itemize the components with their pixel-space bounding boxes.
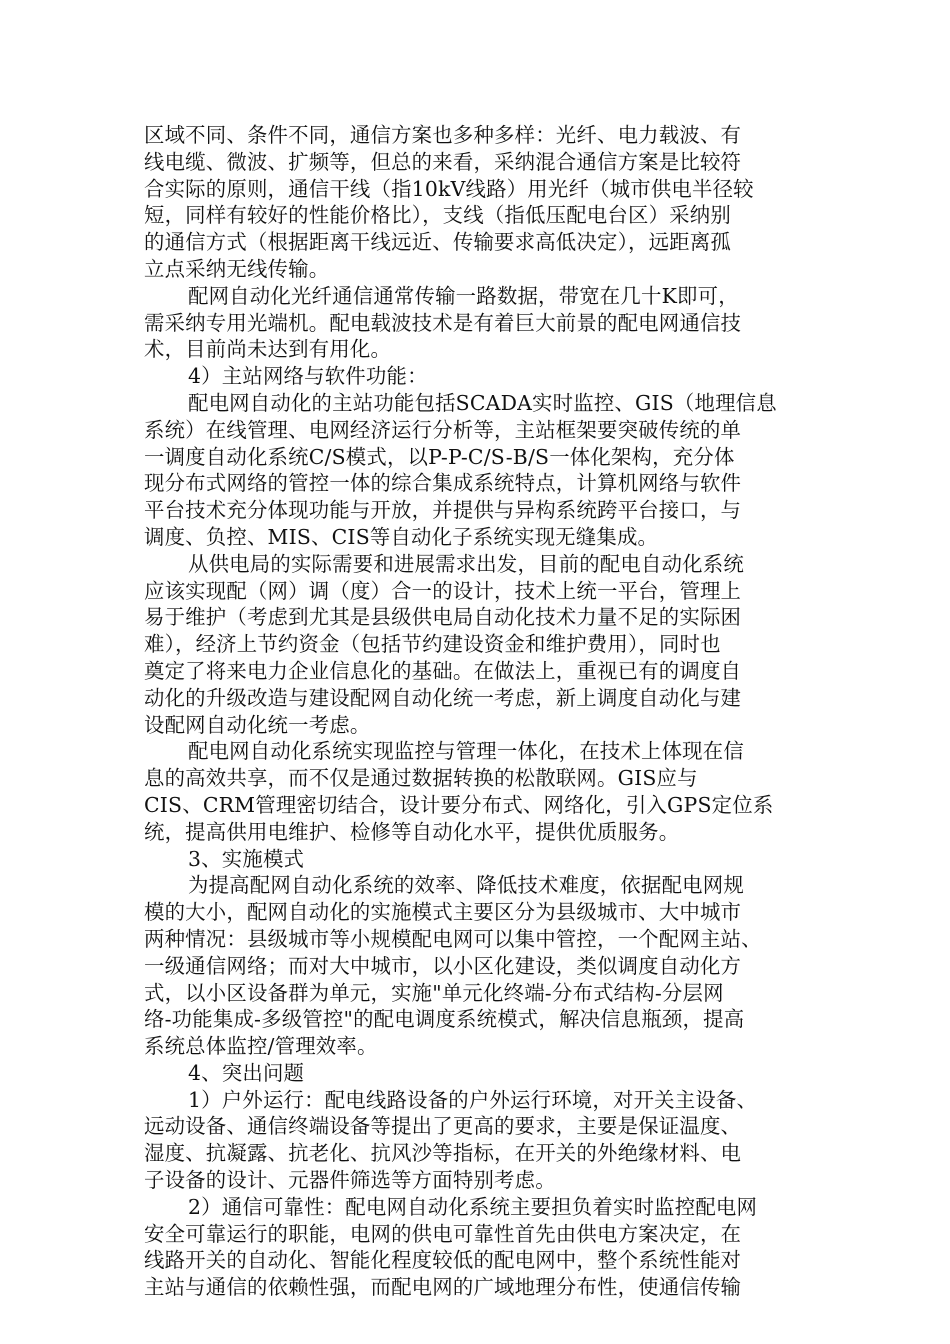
- text-line: 线路开关的自动化、智能化程度较低的配电网中，整个系统性能对: [144, 1248, 742, 1273]
- text-line: 式，以小区设备群为单元，实施"单元化终端-分布式结构-分层网: [144, 980, 724, 1005]
- text-line: 短，同样有较好的性能价格比），支线（指低压配电台区）采纳别: [144, 203, 731, 228]
- text-line: 主站与通信的依赖性强，而配电网的广域地理分布性，使通信传输: [144, 1275, 742, 1300]
- document-page: [144, 122, 808, 1301]
- text-line: 线电缆、微波、扩频等，但总的来看，采纳混合通信方案是比较符: [144, 149, 742, 174]
- text-line: 3、实施模式: [188, 846, 305, 871]
- text-line: 平台技术充分体现功能与开放，并提供与异构系统跨平台接口，与: [144, 498, 742, 523]
- text-line: 配网自动化光纤通信通常传输一路数据，带宽在几十K即可，: [188, 283, 739, 308]
- text-line: 设配网自动化统一考虑。: [144, 712, 371, 737]
- text-line: 需采纳专用光端机。配电载波技术是有着巨大前景的配电网通信技: [144, 310, 742, 335]
- paragraph-monitoring-management: [144, 738, 808, 845]
- text-line: 4）主站网络与软件功能：: [188, 364, 428, 389]
- text-line: 一调度自动化系统C/S模式，以P-P-C/S-B/S一体化架构，充分体: [144, 444, 735, 469]
- text-line: 2）通信可靠性：配电网自动化系统主要担负着实时监控配电网: [188, 1194, 758, 1219]
- paragraph-dispatch-integration: [144, 551, 808, 739]
- text-line: 应该实现配（网）调（度）合一的设计，技术上统一平台，管理上: [144, 578, 742, 603]
- text-line: 系统）在线管理、电网经济运行分析等，主站框架要突破传统的单: [144, 417, 742, 442]
- text-line: 一级通信网络；而对大中城市，以小区化建设，类似调度自动化方: [144, 953, 742, 978]
- text-line: 配电网自动化的主站功能包括SCADA实时监控、GIS（地理信息: [188, 390, 777, 415]
- text-line: 络-功能集成-多级管控"的配电调度系统模式，解决信息瓶颈，提高: [144, 1007, 745, 1032]
- text-line: 为提高配网自动化系统的效率、降低技术难度，依据配电网规: [188, 873, 744, 898]
- text-line: 统，提高供用电维护、检修等自动化水平，提供优质服务。: [144, 819, 680, 844]
- text-line: 4、突出问题: [188, 1060, 305, 1085]
- text-line: 1）户外运行：配电线路设备的户外运行环境，对开关主设备、: [188, 1087, 758, 1112]
- text-line: 的通信方式（根据距离干线远近、传输要求高低决定），远距离孤: [144, 230, 731, 255]
- paragraph-master-station-functions: [144, 390, 808, 551]
- section-heading-implementation-mode: [144, 846, 808, 873]
- section-heading-key-issues: [144, 1060, 808, 1087]
- text-line: 区域不同、条件不同，通信方案也多种多样：光纤、电力载波、有: [144, 123, 742, 147]
- text-line: 子设备的设计、元器件筛选等方面特别考虑。: [144, 1168, 556, 1193]
- text-line: 配电网自动化系统实现监控与管理一体化，在技术上体现在信: [188, 739, 744, 764]
- text-line: 息的高效共享，而不仅是通过数据转换的松散联网。GIS应与: [144, 766, 698, 791]
- text-line: 现分布式网络的管控一体的综合集成系统特点，计算机网络与软件: [144, 471, 742, 496]
- text-line: 模的大小，配网自动化的实施模式主要区分为县级城市、大中城市: [144, 900, 742, 925]
- paragraph-implementation-mode: [144, 872, 808, 1060]
- text-line: 安全可靠运行的职能，电网的供电可靠性首先由供电方案决定，在: [144, 1221, 742, 1246]
- text-line: 湿度、抗凝露、抗老化、抗风沙等指标，在开关的外绝缘材料、电: [144, 1141, 742, 1166]
- text-line: 难），经济上节约资金（包括节约建设资金和维护费用），同时也: [144, 632, 721, 657]
- paragraph-communication-reliability: [144, 1194, 808, 1301]
- text-line: 易于维护（考虑到尤其是县级供电局自动化技术力量不足的实际困: [144, 605, 742, 630]
- text-line: 动化的升级改造与建设配网自动化统一考虑，新上调度自动化与建: [144, 685, 742, 710]
- text-line: CIS、CRM管理密切结合，设计要分布式、网络化，引入GPS定位系: [144, 792, 774, 817]
- text-line: 合实际的原则，通信干线（指10kV线路）用光纤（城市供电半径较: [144, 176, 754, 201]
- text-line: 从供电局的实际需要和进展需求出发，目前的配电自动化系统: [188, 551, 744, 576]
- text-line: 远动设备、通信终端设备等提出了更高的要求，主要是保证温度、: [144, 1114, 742, 1139]
- paragraph-communication-schemes: [144, 122, 808, 283]
- text-line: 术，目前尚未达到有用化。: [144, 337, 392, 362]
- text-line: 两种情况：县级城市等小规模配电网可以集中管控，一个配网主站、: [144, 926, 762, 951]
- paragraph-outdoor-operation: [144, 1087, 808, 1194]
- text-line: 系统总体监控/管理效率。: [144, 1034, 378, 1059]
- paragraph-fiber-communication: [144, 283, 808, 363]
- text-line: 奠定了将来电力企业信息化的基础。在做法上，重视已有的调度自: [144, 658, 742, 683]
- text-line: 立点采纳无线传输。: [144, 256, 330, 281]
- subheading-master-station: [144, 363, 808, 390]
- text-line: 调度、负控、MIS、CIS等自动化子系统实现无缝集成。: [144, 524, 659, 549]
